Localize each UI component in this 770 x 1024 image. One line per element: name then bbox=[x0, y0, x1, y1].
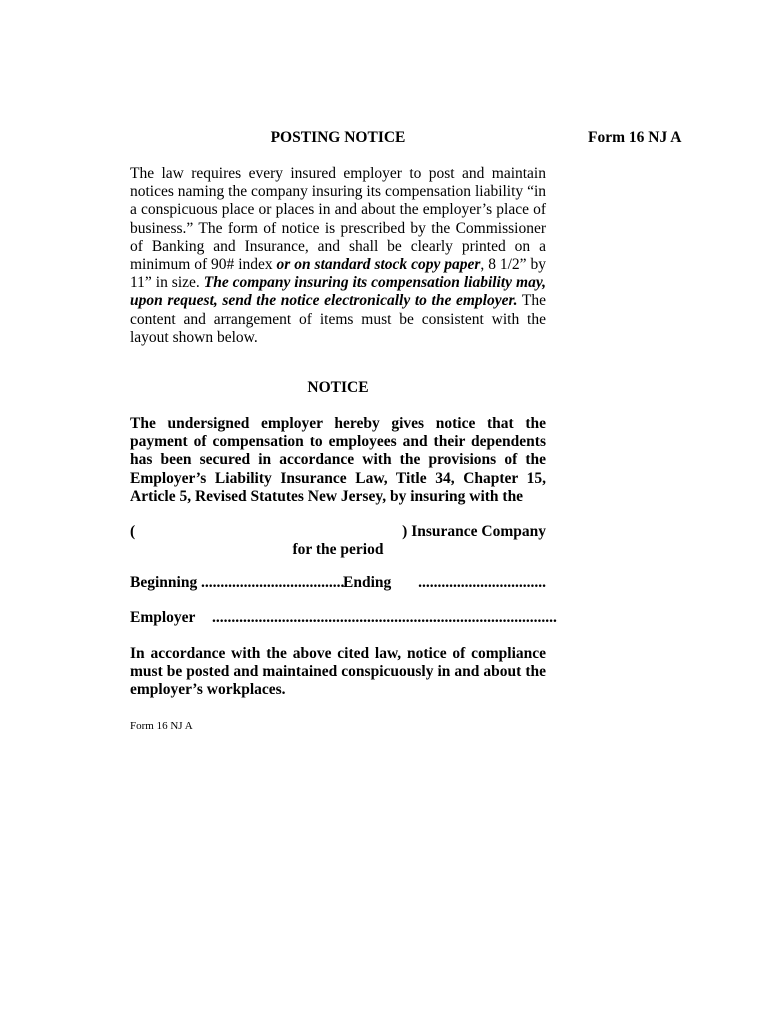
beginning-date-field: ..................................... bbox=[201, 574, 345, 591]
form-number-footer: Form 16 NJ A bbox=[130, 720, 193, 732]
period-label: for the period bbox=[292, 541, 384, 558]
insurance-company-label: ) Insurance Company bbox=[402, 523, 546, 540]
beginning-label: Beginning bbox=[130, 574, 198, 591]
page-title: POSTING NOTICE bbox=[270, 129, 406, 146]
insurer-open-paren: ( bbox=[130, 523, 136, 540]
period-dates-line bbox=[130, 574, 546, 594]
intro-emphasis-1: or on standard stock copy paper bbox=[276, 256, 481, 274]
compliance-paragraph: In accordance with the above cited law, notice of compliance must be posted and maintained conspicuously in and about the employer’s workplaces. bbox=[130, 645, 546, 699]
intro-paragraph bbox=[130, 165, 546, 347]
notice-body-paragraph: The undersigned employer hereby gives notice that the payment of compensation to employees and their dependents has been secured in accordance with the provisions of the Employer’s Liability Insurance Law, Title 34, Chapter 15, Article 5, Revised Statutes New Jersey, by insuring with the bbox=[130, 415, 546, 505]
employer-name-field: ......................................................................................... bbox=[212, 609, 557, 626]
intro-text-3: The content and arrangement of items must be consistent with the layout shown below. bbox=[130, 292, 546, 346]
ending-label: Ending bbox=[343, 574, 392, 591]
notice-heading: NOTICE bbox=[307, 379, 369, 396]
insurer-name-line bbox=[130, 523, 546, 543]
intro-text-1: The law requires every insured employer to post and maintain notices naming the company insuring its compensation liability “in a conspicuous place or places in and about the employer’s place of business.” The form of notice is prescribed by the Commissioner of Banking and Insurance, and shall be clearly printed on a minimum of 90# index bbox=[130, 165, 546, 274]
ending-date-field: ................................. bbox=[418, 574, 546, 591]
employer-label: Employer bbox=[130, 609, 196, 626]
employer-line bbox=[130, 609, 557, 629]
form-number-header: Form 16 NJ A bbox=[588, 129, 682, 146]
intro-emphasis-2: The company insuring its compensation liability may, upon request, send the notice electronically to the employer. bbox=[130, 274, 546, 310]
intro-text-2: , 8 1/2” by 11” in size. bbox=[130, 256, 546, 292]
